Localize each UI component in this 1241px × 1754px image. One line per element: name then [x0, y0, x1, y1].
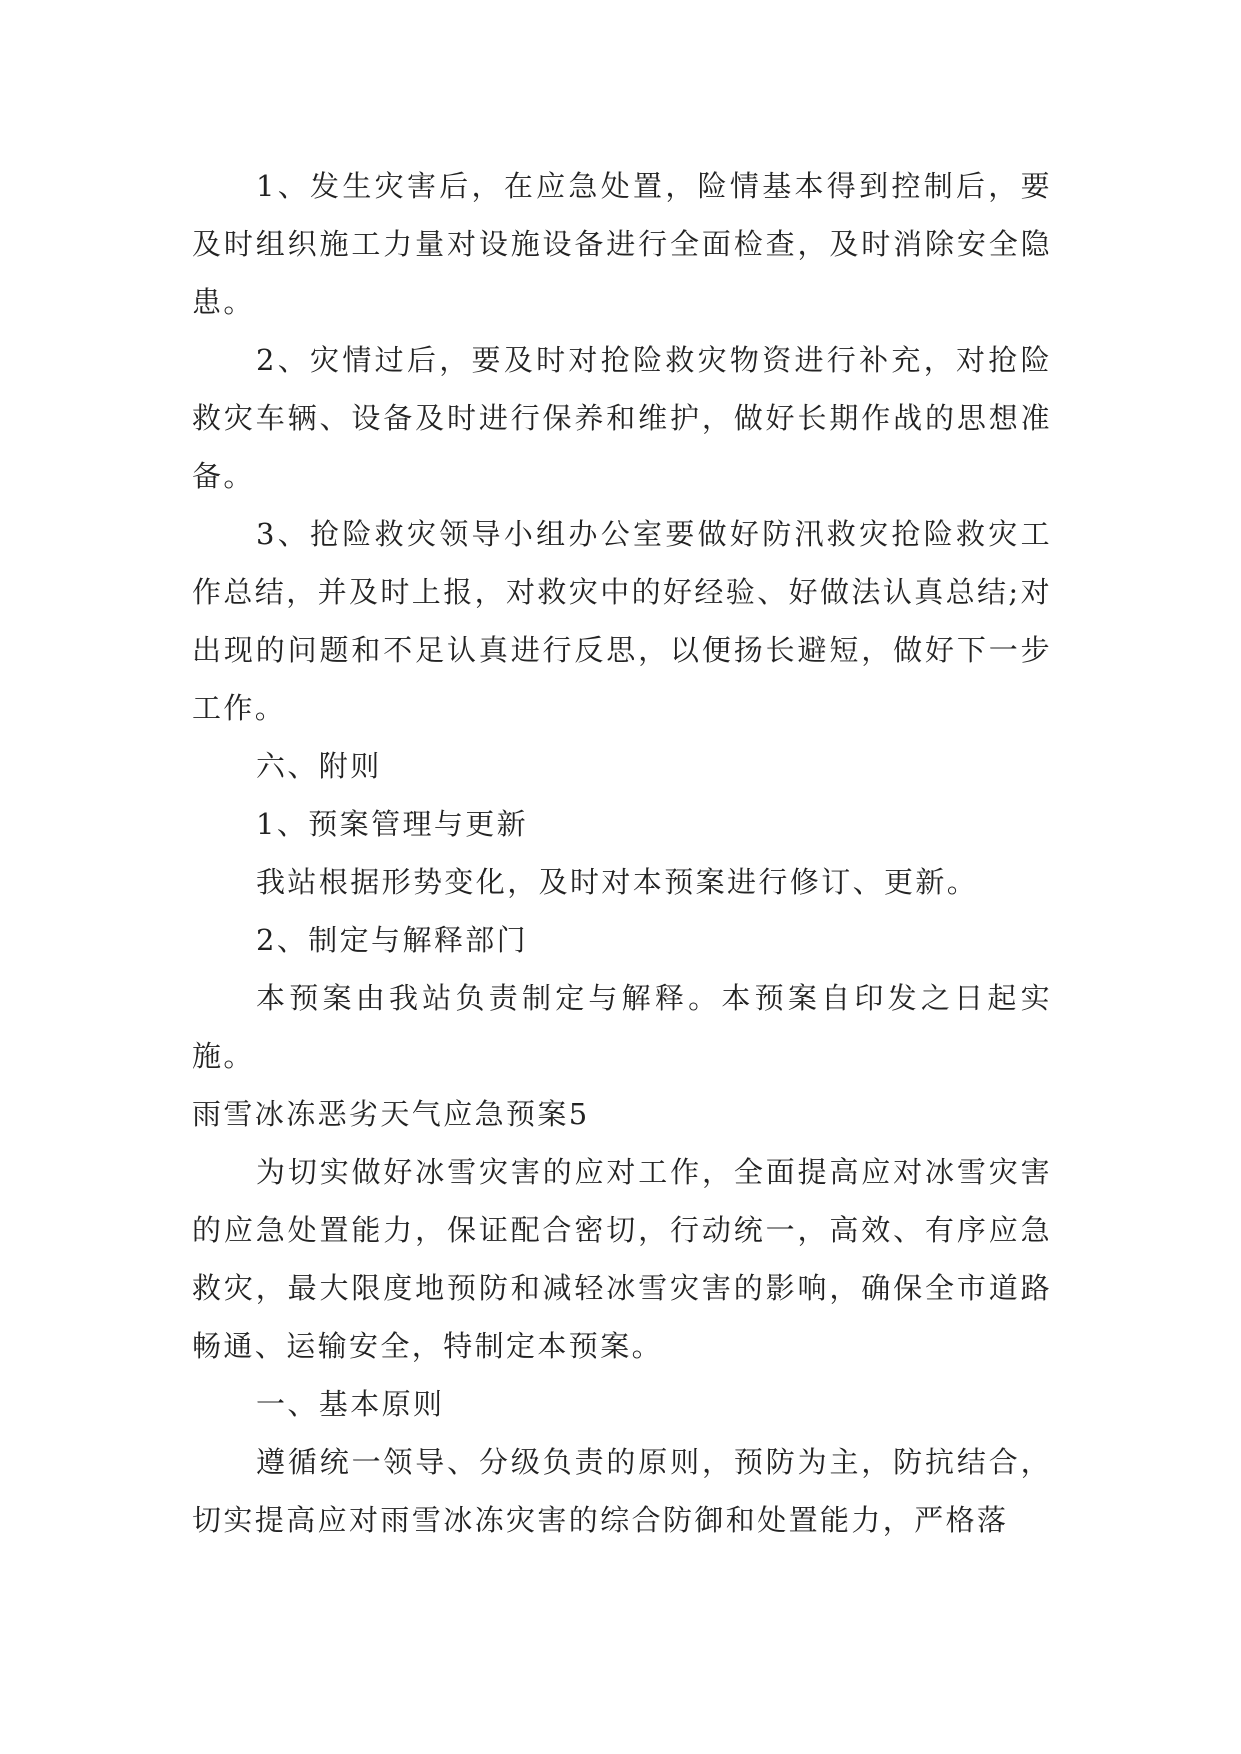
- paragraph-recovery-2: 2、灾情过后，要及时对抢险救灾物资进行补充，对抢险救灾车辆、设备及时进行保养和维护，做好长期作战的思想准备。: [192, 343, 1052, 493]
- section-title-plan-5: 雨雪冰冻恶劣天气应急预案5: [192, 1097, 590, 1131]
- paragraph-purpose: 为切实做好冰雪灾害的应对工作，全面提高应对冰雪灾害的应急处置能力，保证配合密切，行动统一，高效、有序应急救灾，最大限度地预防和减轻冰雪灾害的影响，确保全市道路畅通、运输安全，特制定本预案。: [192, 1155, 1052, 1363]
- paragraph-interpretation: 本预案由我站负责制定与解释。本预案自印发之日起实施。: [192, 981, 1052, 1073]
- paragraph-recovery-3: 3、抢险救灾领导小组办公室要做好防汛救灾抢险救灾工作总结，并及时上报，对救灾中的好经验、好做法认真总结;对出现的问题和不足认真进行反思，以便扬长避短，做好下一步工作。: [192, 517, 1052, 725]
- paragraph-recovery-1: 1、发生灾害后，在应急处置，险情基本得到控制后，要及时组织施工力量对设施设备进行全面检查，及时消除安全隐患。: [192, 169, 1052, 319]
- subheading-formulating-department: 2、制定与解释部门: [256, 923, 529, 957]
- heading-basic-principles: 一、基本原则: [256, 1387, 445, 1421]
- paragraph-principles: 遵循统一领导、分级负责的原则，预防为主，防抗结合，切实提高应对雨雪冰冻灾害的综合防御和处置能力，严格落: [192, 1445, 1052, 1537]
- paragraph-plan-revision: 我站根据形势变化，及时对本预案进行修订、更新。: [256, 865, 979, 899]
- subheading-plan-management: 1、预案管理与更新: [256, 807, 529, 841]
- heading-supplementary-provisions: 六、附则: [256, 749, 382, 783]
- document-body: [192, 157, 1052, 1549]
